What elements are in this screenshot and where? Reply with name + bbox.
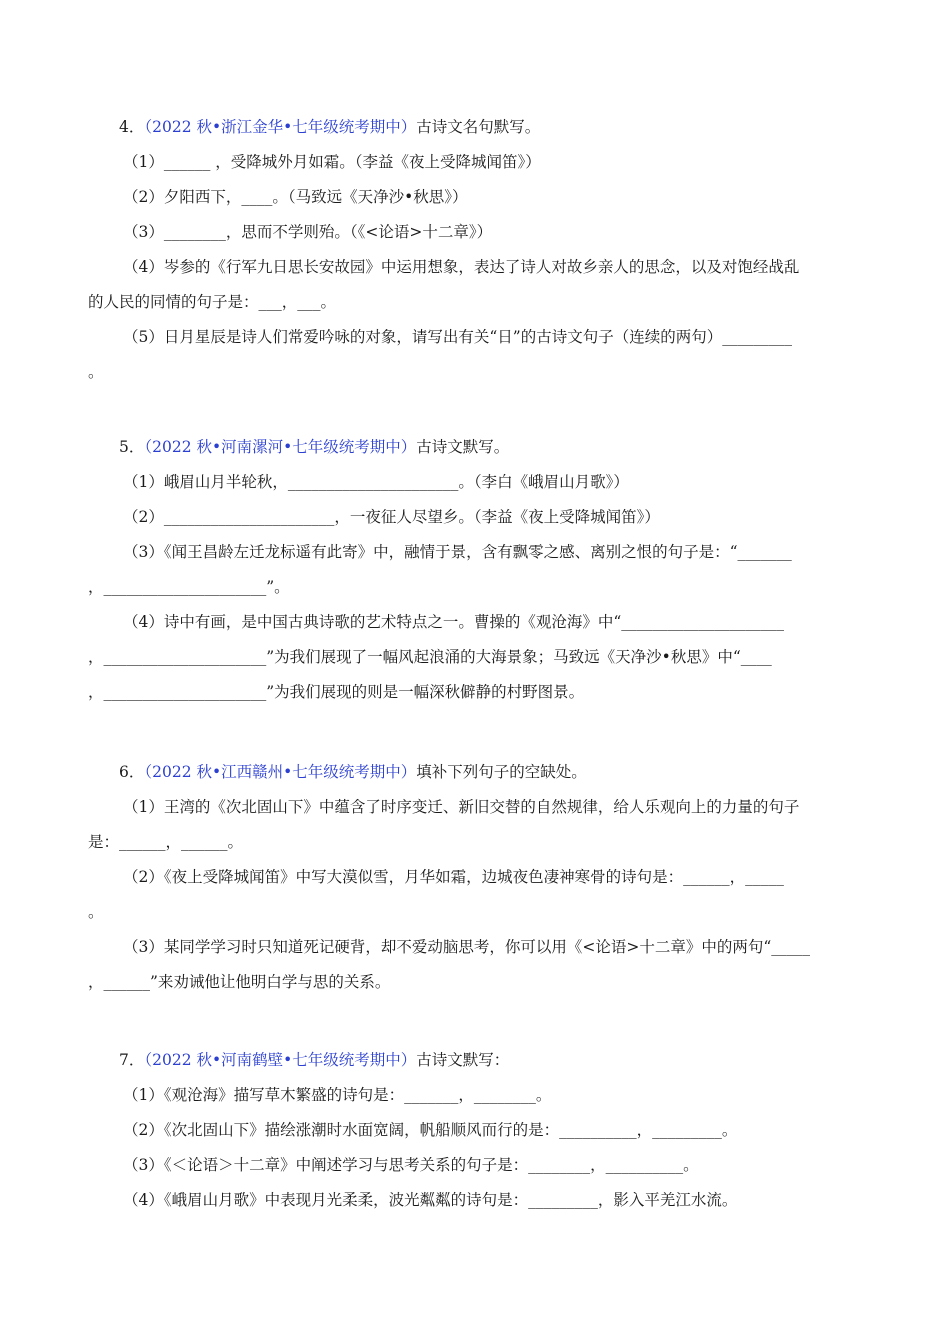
- question-title: 古诗文名句默写。: [416, 118, 541, 136]
- question-header: [88, 755, 868, 790]
- question-line: （4）岑参的《行军九日思长安故园》中运用想象，表达了诗人对故乡亲人的思念，以及对饱经战乱: [123, 258, 800, 276]
- question-line: （3）《闻王昌龄左迁龙标遥有此寄》中，融情于景，含有飘零之感、离别之恨的句子是：“_______: [123, 543, 792, 561]
- question-number: 4．: [119, 118, 145, 136]
- question-line: 。: [88, 363, 104, 381]
- question-4: [88, 110, 868, 390]
- question-source[interactable]: （2022 秋•河南鹤壁•七年级统考期中）: [144, 1051, 417, 1069]
- question-line: （1）______ ，受降城外月如霜。（李益《夜上受降城闻笛》）: [123, 153, 541, 171]
- question-line: 的人民的同情的句子是：___，___。: [88, 293, 337, 311]
- question-line: （2）夕阳西下，____。（马致远《天净沙•秋思》）: [123, 188, 468, 206]
- question-line: （1）峨眉山月半轮秋，______________________。（李白《峨眉山月歌》）: [123, 473, 629, 491]
- question-title: 古诗文默写。: [416, 438, 510, 456]
- question-source[interactable]: （2022 秋•浙江金华•七年级统考期中）: [144, 118, 417, 136]
- question-line: （2）《次北固山下》描绘涨潮时水面宽阔，帆船顺风而行的是：__________，_________。: [123, 1121, 738, 1139]
- question-number: 7．: [119, 1051, 145, 1069]
- question-line: （5）日月星辰是诗人们常爱吟咏的对象，请写出有关“日”的古诗文句子（连续的两句）_________: [123, 328, 792, 346]
- question-line: ，______”来劝诫他让他明白学与思的关系。: [88, 973, 391, 991]
- question-line: （3）________，思而不学则殆。（《<论语>十二章》）: [123, 223, 493, 241]
- question-title: 填补下列句子的空缺处。: [416, 763, 587, 781]
- question-line: （3）某同学学习时只知道死记硬背，却不爱动脑思考，你可以用《<论语>十二章》中的两句“_____: [123, 938, 811, 956]
- question-line: ，_____________________”为我们展现的则是一幅深秋僻静的村野图景。: [88, 683, 585, 701]
- question-header: [88, 430, 868, 465]
- question-line: （1）《观沧海》描写草木繁盛的诗句是：_______，________。: [123, 1086, 552, 1104]
- question-line: ，_____________________”为我们展现了一幅风起浪涌的大海景象；马致远《天净沙•秋思》中“____: [88, 648, 772, 666]
- question-number: 6．: [119, 763, 145, 781]
- question-line: （4）《峨眉山月歌》中表现月光柔柔，波光粼粼的诗句是：_________，影入平羌江水流。: [123, 1191, 738, 1209]
- question-line: （4）诗中有画，是中国古典诗歌的艺术特点之一。曹操的《观沧海》中“_____________________: [123, 613, 785, 631]
- question-5: [88, 430, 868, 710]
- question-7: [88, 1043, 868, 1218]
- question-source[interactable]: （2022 秋•江西赣州•七年级统考期中）: [144, 763, 417, 781]
- question-source[interactable]: （2022 秋•河南漯河•七年级统考期中）: [144, 438, 417, 456]
- question-line: ，_____________________”。: [88, 578, 290, 596]
- question-line: （1）王湾的《次北固山下》中蕴含了时序变迁、新旧交替的自然规律，给人乐观向上的力量的句子: [123, 798, 800, 816]
- question-line: （3）《＜论语＞十二章》中阐述学习与思考关系的句子是：________，__________。: [123, 1156, 699, 1174]
- question-header: [88, 110, 868, 145]
- question-6: [88, 755, 868, 1000]
- question-line: 是：______，______。: [88, 833, 244, 851]
- question-title: 古诗文默写：: [416, 1051, 510, 1069]
- question-line: 。: [88, 903, 104, 921]
- question-line: （2）______________________，一夜征人尽望乡。（李益《夜上受降城闻笛》）: [123, 508, 660, 526]
- question-header: [88, 1043, 868, 1078]
- question-number: 5．: [119, 438, 145, 456]
- question-line: （2）《夜上受降城闻笛》中写大漠似雪，月华如霜，边城夜色凄神寒骨的诗句是：______，_____: [123, 868, 784, 886]
